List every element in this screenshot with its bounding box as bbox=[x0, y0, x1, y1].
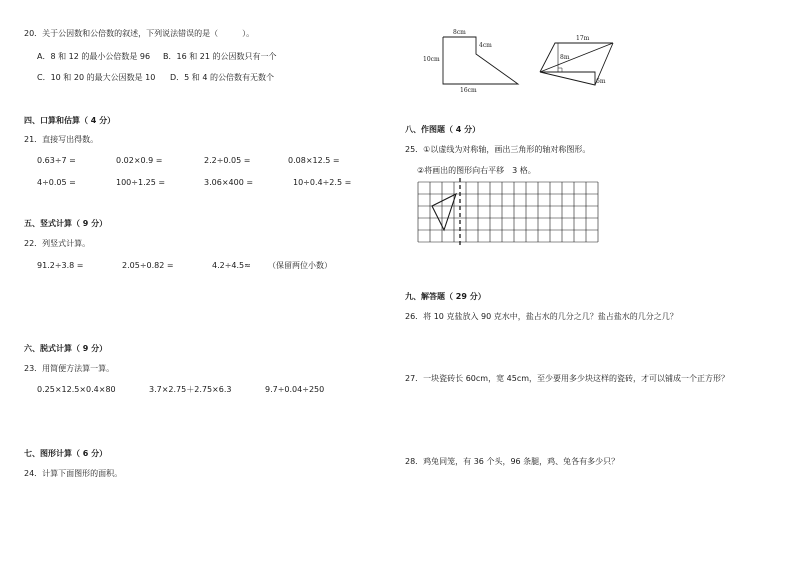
label-bottom: 16cm bbox=[460, 87, 477, 94]
q23-item: 0.25×12.5×0.4×80 bbox=[37, 385, 116, 394]
section-4-title: 四、口算和估算（ 4 分） bbox=[24, 116, 116, 125]
q20-option-b: B．16 和 21 的公因数只有一个 bbox=[163, 52, 277, 61]
section-5-title: 五、竖式计算（ 9 分） bbox=[24, 219, 108, 228]
q22-item: 4.2÷4.5≈ bbox=[212, 261, 251, 270]
q25-part2: ②将画出的图形向右平移 3 格。 bbox=[417, 166, 536, 175]
section-6-title: 六、脱式计算（ 9 分） bbox=[24, 344, 108, 353]
q28-stem: 28．鸡兔同笼，有 36 个头，96 条腿，鸡、兔各有多少只？ bbox=[405, 457, 620, 466]
trapezoid-figure bbox=[420, 28, 530, 98]
q20-option-c: C．10 和 20 的最大公因数是 10 bbox=[37, 73, 156, 82]
label-corner: 6m bbox=[596, 78, 606, 85]
label-height: 8m bbox=[560, 54, 570, 61]
label-top: 8cm bbox=[453, 29, 466, 36]
q20-stem: 20．关于公因数和公倍数的叙述，下列说法错误的是（ ）。 bbox=[24, 29, 255, 38]
q21-item: 3.06×400 = bbox=[204, 178, 254, 187]
section-8-title: 八、作图题（ 4 分） bbox=[405, 125, 481, 134]
given-triangle bbox=[432, 194, 456, 230]
q22-item: 2.05÷0.82 = bbox=[122, 261, 174, 270]
label-top: 17m bbox=[576, 35, 590, 42]
q20-option-a: A．8 和 12 的最小公倍数是 96 bbox=[37, 52, 151, 61]
q21-item: 2.2÷0.05 = bbox=[204, 156, 251, 165]
q26-stem: 26．将 10 克盐放入 90 克水中，盐占水的几分之几？盐占盐水的几分之几？ bbox=[405, 312, 678, 321]
q21-item: 4÷0.05 = bbox=[37, 178, 76, 187]
label-side: 10cm bbox=[423, 56, 440, 63]
label-right: 4cm bbox=[479, 42, 492, 49]
q21-item: 100÷1.25 = bbox=[116, 178, 166, 187]
q22-stem: 22．列竖式计算。 bbox=[24, 239, 91, 248]
q21-stem: 21．直接写出得数。 bbox=[24, 135, 99, 144]
section-9-title: 九、解答题（ 29 分） bbox=[405, 292, 486, 301]
q21-item: 0.08×12.5 = bbox=[288, 156, 340, 165]
drawing-grid[interactable] bbox=[418, 182, 598, 242]
triangle-figure bbox=[535, 28, 625, 88]
section-7-title: 七、图形计算（ 6 分） bbox=[24, 449, 108, 458]
q21-item: 0.02×0.9 = bbox=[116, 156, 163, 165]
q20-option-d: D．5 和 4 的公倍数有无数个 bbox=[170, 73, 274, 82]
q23-stem: 23．用简便方法算一算。 bbox=[24, 364, 115, 373]
q25-part1: 25．①以虚线为对称轴，画出三角形的轴对称图形。 bbox=[405, 145, 591, 154]
q22-item: 91.2÷3.8 = bbox=[37, 261, 84, 270]
q27-stem: 27．一块瓷砖长 60cm，宽 45cm，至少要用多少块这样的瓷砖，才可以铺成一个正方形？ bbox=[405, 374, 730, 383]
q24-stem: 24．计算下面图形的面积。 bbox=[24, 469, 123, 478]
q21-item: 10÷0.4÷2.5 = bbox=[293, 178, 352, 187]
q22-note: （保留两位小数） bbox=[268, 261, 332, 270]
q23-item: 9.7÷0.04÷250 bbox=[265, 385, 325, 394]
shaded-triangle bbox=[540, 72, 595, 85]
q23-item: 3.7×2.75＋2.75×6.3 bbox=[149, 385, 232, 394]
right-angle-mark bbox=[558, 68, 562, 72]
q21-item: 0.63÷7 = bbox=[37, 156, 76, 165]
